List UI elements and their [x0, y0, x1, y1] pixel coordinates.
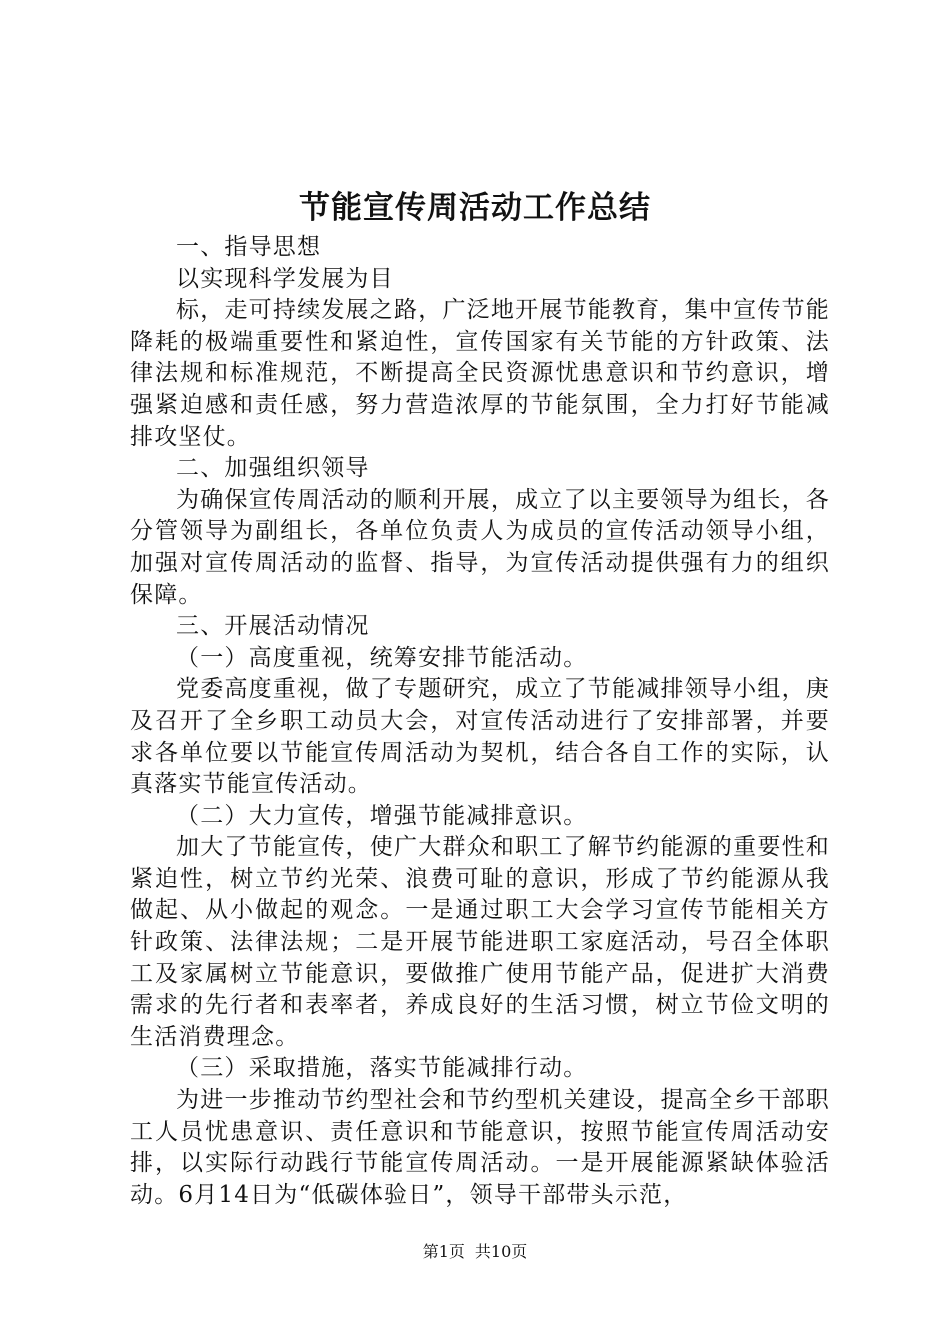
paragraph: 为进一步推动节约型社会和节约型机关建设，提高全乡干部职工人员忧患意识、责任意识和节能意识，按照节能宣传周活动安排，以实际行动践行节能宣传周活动。一是开展能源紧缺体验活动。6月14日为“低碳体验日”，领导干部带头示范， [130, 1087, 830, 1208]
subsection-heading-3: （三）采取措施，落实节能减排行动。 [176, 1055, 588, 1082]
paragraph: 以实现科学发展为目 [176, 265, 394, 292]
section-heading-activities: 三、开展活动情况 [176, 613, 370, 640]
page-footer [0, 1241, 950, 1263]
paragraph: 标，走可持续发展之路，广泛地开展节能教育，集中宣传节能降耗的极端重要性和紧迫性，宣传国家有关节能的方针政策、法律法规和标准规范，不断提高全民资源忧患意识和节约意识，增强紧迫感和责任感，努力营造浓厚的节能氛围，全力打好节能减排攻坚仗。 [130, 297, 830, 450]
section-heading-guiding-ideology: 一、指导思想 [176, 234, 322, 260]
paragraph: 党委高度重视，做了专题研究，成立了节能减排领导小组，庚及召开了全乡职工动员大会，对宣传活动进行了安排部署，并要求各单位要以节能宣传周活动为契机，结合各自工作的实际，认真落实节能宣传活动。 [130, 676, 830, 798]
document-body [130, 232, 830, 1211]
paragraph: 为确保宣传周活动的顺利开展，成立了以主要领导为组长，各分管领导为副组长，各单位负责人为成员的宣传活动领导小组，加强对宣传周活动的监督、指导，为宣传活动提供强有力的组织保障。 [130, 486, 830, 608]
page-number: 第1页 [422, 1242, 465, 1261]
section-heading-organization: 二、加强组织领导 [176, 455, 370, 482]
subsection-heading-2: （二）大力宣传，增强节能减排意识。 [176, 802, 588, 829]
paragraph: 加大了节能宣传，使广大群众和职工了解节约能源的重要性和紧迫性，树立节约光荣、浪费可耻的意识，形成了节约能源从我做起、从小做起的观念。一是通过职工大会学习宣传节能相关方针政策、法律法规；二是开展节能进职工家庭活动，号召全体职工及家属树立节能意识，要做推广使用节能产品，促进扩大消费需求的先行者和表率者，养成良好的生活习惯，树立节俭文明的生活消费理念。 [130, 834, 830, 1050]
document-title: 节能宣传周活动工作总结 [299, 190, 651, 226]
subsection-heading-1: （一）高度重视，统筹安排节能活动。 [176, 644, 588, 671]
page-total: 共10页 [474, 1242, 528, 1261]
